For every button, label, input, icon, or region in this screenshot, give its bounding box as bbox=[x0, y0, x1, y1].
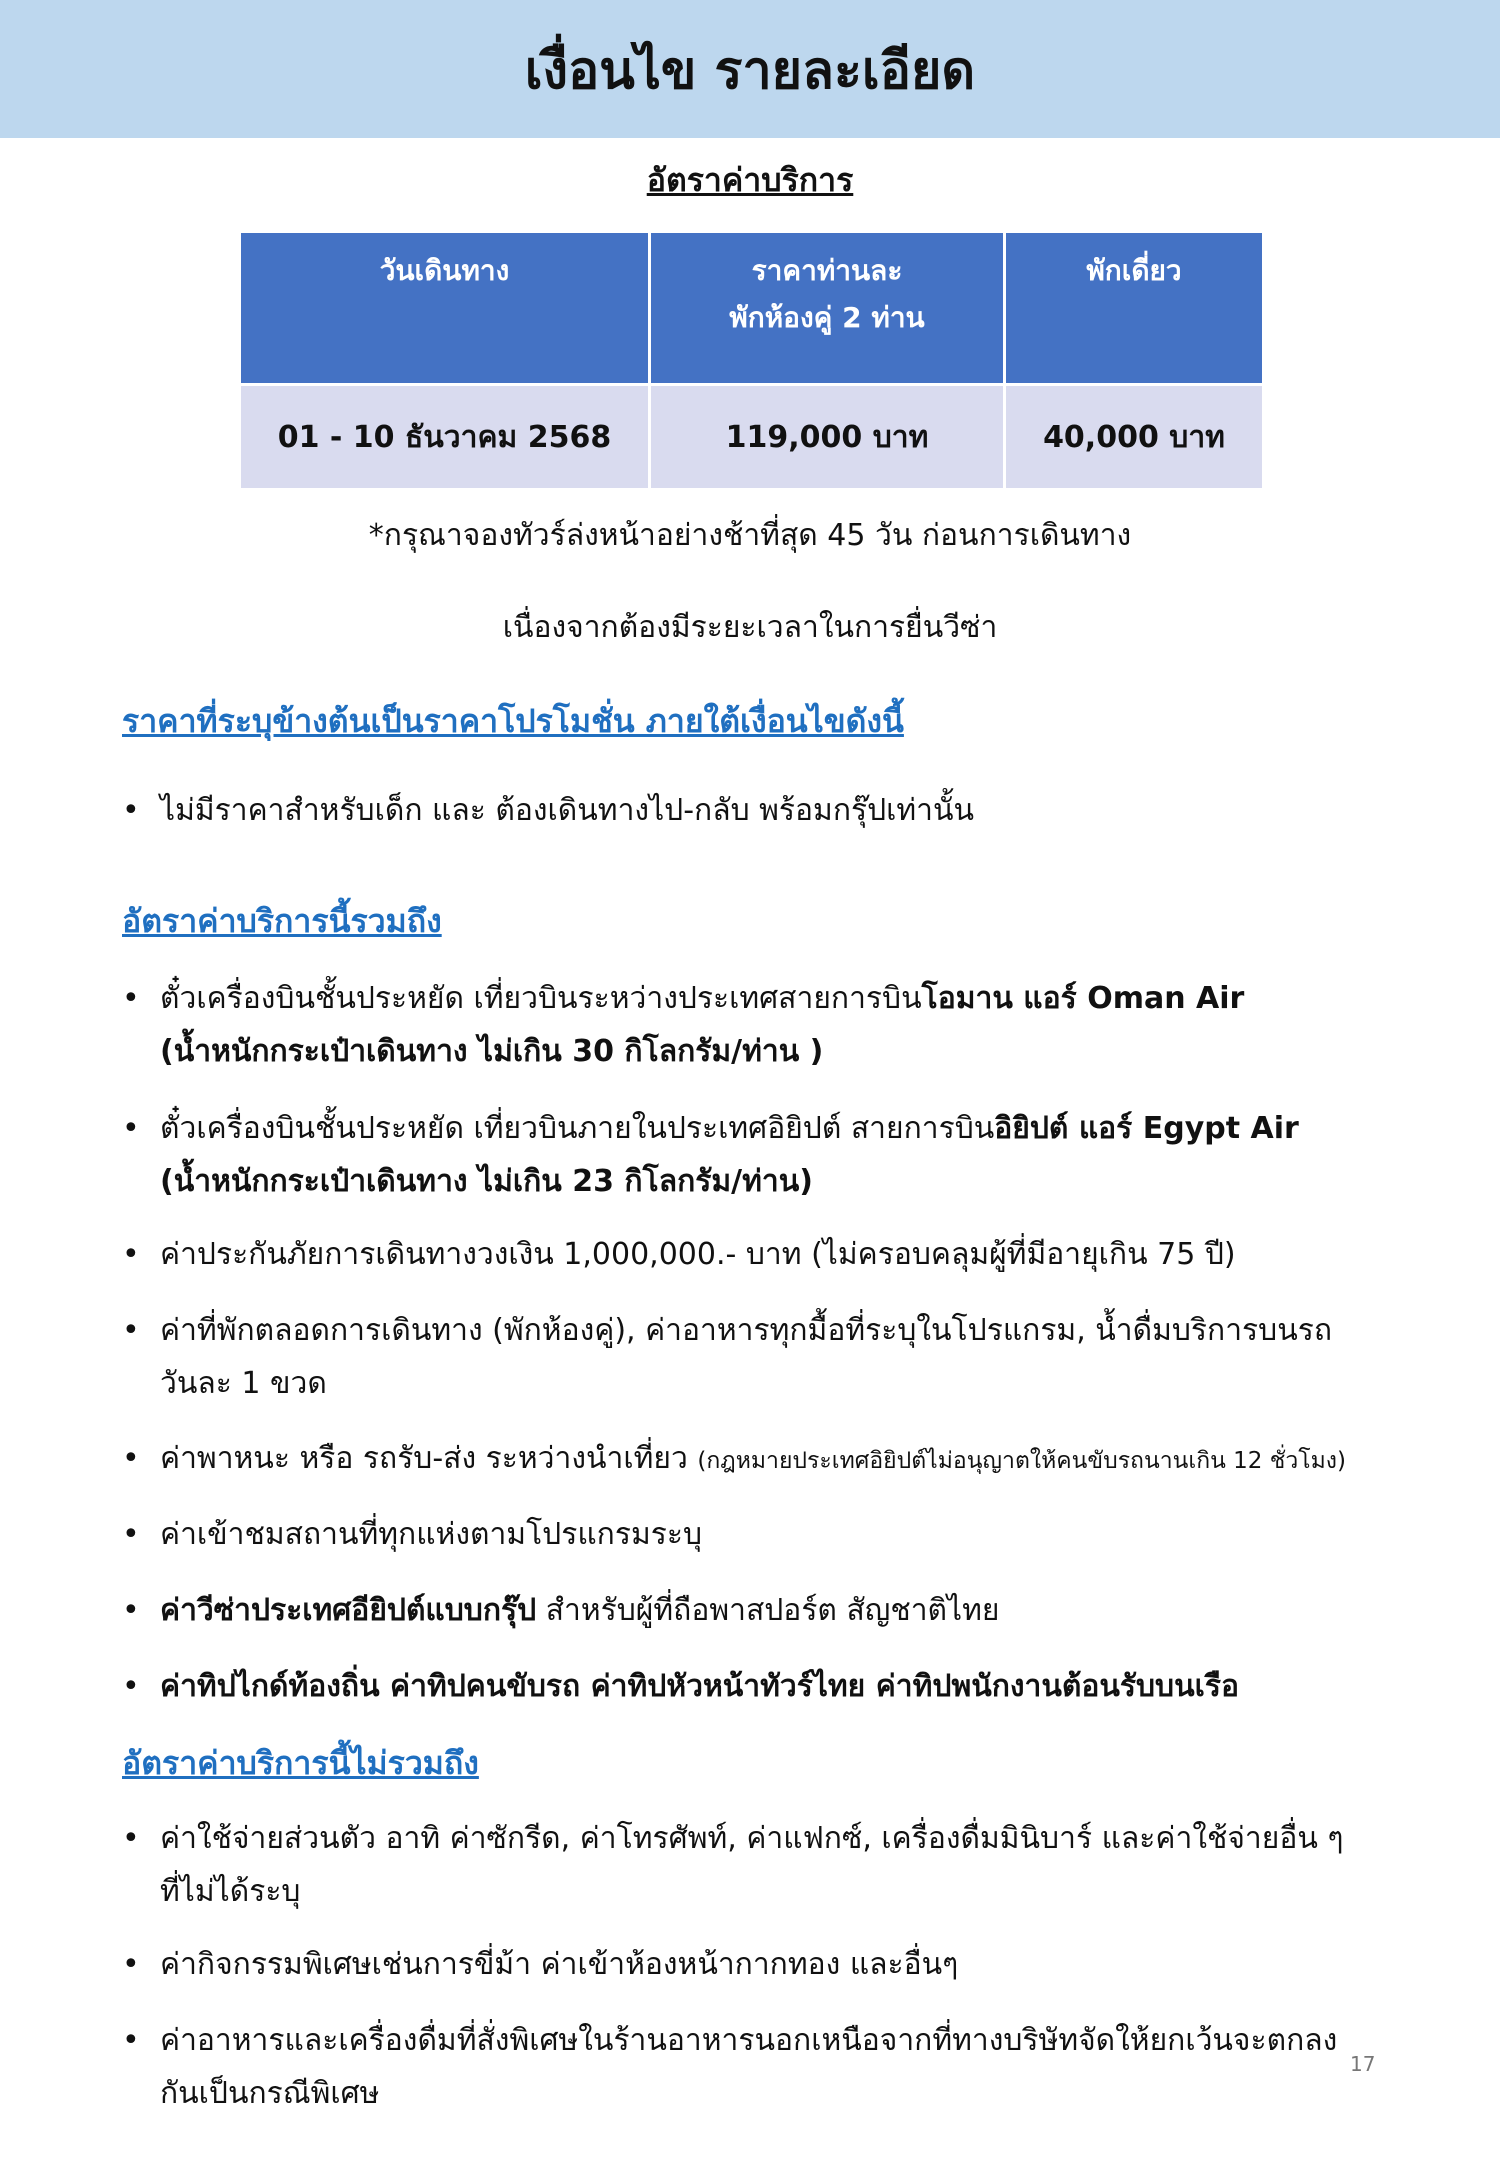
column-travel-date: วันเดินทาง bbox=[240, 232, 650, 385]
rates-header-row bbox=[240, 232, 1264, 385]
bullet-icon: • bbox=[122, 2023, 140, 2058]
bullet-icon: • bbox=[122, 1821, 140, 1856]
bullet-icon: • bbox=[122, 1111, 140, 1146]
bullet-icon: • bbox=[122, 1313, 140, 1348]
page-number: 17 bbox=[1350, 2052, 1376, 2076]
cell-twin-price: 119,000 บาท bbox=[650, 385, 1005, 490]
included-title: อัตราค่าบริการนี้รวมถึง bbox=[122, 902, 442, 940]
column-twin-price: ราคาท่านละ พักห้องคู่ 2 ท่าน bbox=[650, 232, 1005, 385]
cell-travel-date: 01 - 10 ธันวาคม 2568 bbox=[240, 385, 650, 490]
rates-title: อัตราค่าบริการ bbox=[646, 161, 854, 199]
bullet-icon: • bbox=[122, 1517, 140, 1552]
bullet-icon: • bbox=[122, 981, 140, 1016]
cell-single-supplement: 40,000 บาท bbox=[1005, 385, 1264, 490]
booking-note: *กรุณาจองทัวร์ล่งหน้าอย่างช้าที่สุด 45 วัน ก่อนการเดินทาง bbox=[368, 518, 1132, 553]
bullet-icon: • bbox=[122, 1669, 140, 1704]
bullet-icon: • bbox=[122, 1237, 140, 1272]
rates-table bbox=[238, 230, 1265, 491]
bullet-icon: • bbox=[122, 1593, 140, 1628]
promo-title: ราคาที่ระบุข้างต้นเป็นราคาโปรโมชั่น ภายใต้เงื่อนไขดังนี้ bbox=[122, 702, 904, 740]
column-single-supplement: พักเดี่ยว bbox=[1005, 232, 1264, 385]
bullet-icon: • bbox=[122, 1947, 140, 1982]
page-title: เงื่อนไข รายละเอียด bbox=[524, 40, 976, 101]
rates-row bbox=[240, 385, 1264, 490]
excluded-title: อัตราค่าบริการนี้ไม่รวมถึง bbox=[122, 1744, 479, 1782]
visa-note: เนื่องจากต้องมีระยะเวลาในการยื่นวีซ่า bbox=[502, 610, 998, 645]
bullet-icon: • bbox=[122, 793, 140, 828]
bullet-icon: • bbox=[122, 1441, 140, 1476]
